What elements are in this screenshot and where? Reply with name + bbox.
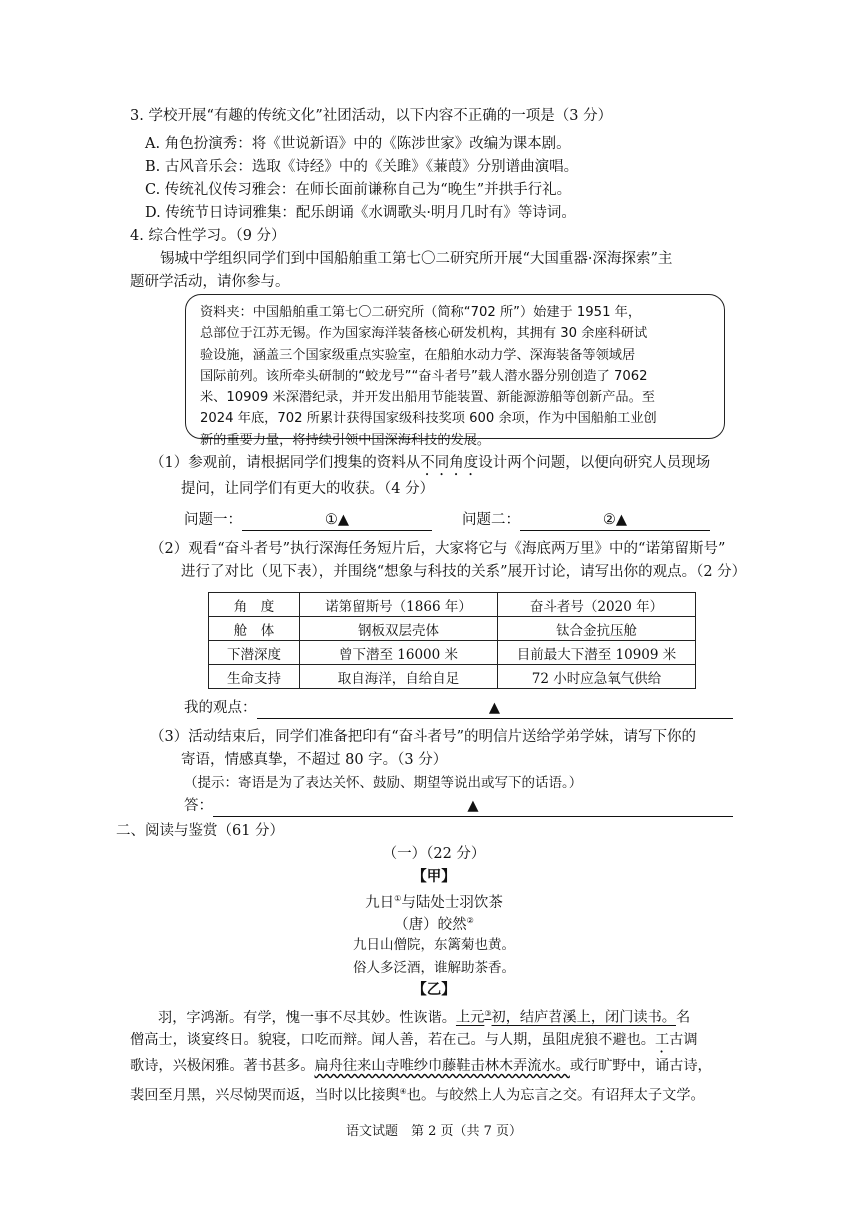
footnote-marker: ① (394, 894, 402, 903)
section2-title: 二、阅读与鉴赏（61 分） (116, 823, 285, 839)
q4-intro-line1: 锡城中学组织同学们到中国船舶重工第七〇二研究所开展“大国重器·深海探索”主 (160, 251, 673, 267)
footnote-marker: ② (466, 916, 474, 925)
yi-label: 【乙】 (412, 981, 456, 998)
prose-line (130, 1002, 690, 1030)
question-two-row (462, 509, 710, 531)
table-cell: 取自海洋，自给自足 (300, 665, 498, 689)
wavy-underlined-text: 扁舟往来山寺唯纱巾藤鞋击林木弄流水。 (314, 1058, 570, 1074)
view-label: 我的观点： (184, 700, 257, 716)
sub2-line2: 进行了对比（见下表），并围绕“想象与科技的关系”展开讨论，请写出你的观点。（2 分） (181, 564, 747, 580)
prose-text: 古调 (669, 1032, 698, 1048)
question-two-label: 问题二： (462, 512, 520, 528)
prose-text: 名 (675, 1009, 691, 1026)
table-header-cell: 角 度 (209, 593, 300, 617)
poem-title-text: 九日 (365, 894, 395, 911)
footnote-marker: ④ (399, 1087, 407, 1096)
table-cell: 钛合金抗压舱 (498, 617, 696, 641)
emphasized-char: 工 (654, 1032, 670, 1048)
sub2-line1: （2）观看“奋斗者号”执行深海任务短片后，大家将它与《海底两万里》中的“诺第留斯号” (150, 541, 726, 557)
material-line: 资料夹：中国船舶重工第七〇二研究所（简称“702 所”）始建于 1951 年， (200, 305, 642, 320)
material-line: 米、10909 米深潜纪录，并开发出船用节能装置、新能源游船等创新产品。至 (200, 390, 655, 406)
material-line: 2024 年底，702 所累计获得国家级科技奖项 600 余项，作为中国船舶工业创 (200, 411, 657, 427)
poem-line: 俗人多泛酒，谁解助茶香。 (353, 960, 515, 976)
prose-line (130, 1080, 705, 1108)
answer-blank[interactable]: ▲ (213, 796, 733, 817)
table-row (209, 665, 696, 689)
table-header-cell: 奋斗者号（2020 年） (498, 593, 696, 617)
sub1-line2: 提问，让同学们有更大的收获。（4 分） (181, 481, 435, 497)
table-cell: 曾下潜至 16000 米 (300, 641, 498, 665)
sub1-line1 (150, 452, 710, 479)
table-cell: 生命支持 (209, 665, 300, 689)
table-cell: 钢板双层壳体 (300, 617, 498, 641)
question-one-label: 问题一： (184, 512, 242, 528)
table-cell: 72 小时应急氧气供给 (498, 665, 696, 689)
table-header-row (209, 593, 696, 617)
sub3-line1: （3）活动结束后，同学们准备把印有“奋斗者号”的明信片送给学弟学妹，请写下你的 (150, 729, 697, 745)
q3-option-d: D. 传统节日诗词雅集：配乐朗诵《水调歌头·明月几时有》等诗词。 (145, 205, 576, 221)
prose-text: 歌诗，兴极闲雅。著书甚多。 (130, 1058, 315, 1074)
table-row (209, 641, 696, 665)
poem-line: 九日山僧院，东篱菊也黄。 (353, 937, 515, 953)
footnote-marker: ③ (484, 1009, 492, 1018)
poem-title-rest: 与陆处士羽饮茶 (401, 894, 503, 911)
material-line: 验设施，涵盖三个国家级重点实验室，在船舶水动力学、深海装备等领域居 (200, 347, 636, 363)
sub3-line2: 寄语，情感真挚，不超过 80 字。（3 分） (181, 752, 448, 768)
prose-line (130, 1054, 712, 1078)
table-cell: 舱 体 (209, 617, 300, 641)
table-cell: 下潜深度 (209, 641, 300, 665)
question-two-blank[interactable]: ②▲ (520, 510, 710, 531)
q3-option-c: C. 传统礼仪传习雅会：在师长面前谦称自己为“晚生”并拱手行礼。 (145, 182, 572, 198)
view-row (184, 697, 733, 719)
q3-option-b: B. 古风音乐会：选取《诗经》中的《关雎》《蒹葭》分别谱曲演唱。 (145, 159, 579, 175)
answer-row (184, 795, 733, 817)
prose-text: 僧高士，谈宴终日。貌寝，口吃而辩。闻人善，若在己。与人期，虽阻虎狼不避也。 (130, 1032, 655, 1048)
table-cell: 目前最大下潜至 10909 米 (498, 641, 696, 665)
prose-text: 羽，字鸿渐。有学，愧一事不尽其妙。性诙谐。 (158, 1009, 456, 1026)
material-line: 总部位于江苏无锡。作为国家海洋装备核心研发机构，其拥有 30 余座科研试 (200, 326, 648, 342)
part-title: （一）（22 分） (382, 846, 486, 862)
underlined-text: 上元 (455, 1009, 485, 1026)
comparison-table (208, 592, 696, 689)
table-row (209, 617, 696, 641)
material-line: 国际前列。该所牵头研制的“蛟龙号”“奋斗者号”载人潜水器分别创造了 7062 (200, 368, 648, 384)
view-answer-blank[interactable]: ▲ (257, 698, 733, 719)
material-line: 新的重要力量，将持续引领中国深海科技的发展。 (200, 432, 491, 448)
sub1-text-b: 设计两个问题，以便向研究人员现场 (478, 455, 711, 471)
hint-text: （提示：寄语是为了表达关怀、鼓励、期望等说出或写下的话语。） (184, 775, 583, 791)
question-one-blank[interactable]: ①▲ (242, 510, 432, 531)
prose-line (130, 1028, 698, 1056)
prose-text: 裴回至月黑，兴尽恸哭而返，当时以比接舆 (130, 1087, 400, 1104)
poem-author (0, 910, 868, 936)
poem-author-text: （唐）皎然 (394, 916, 467, 933)
sub1-emphasis: 不同角度 (420, 455, 479, 471)
prose-text: 或行旷野中，诵古诗， (569, 1058, 712, 1074)
table-header-cell: 诺第留斯号（1866 年） (300, 593, 498, 617)
jia-label: 【甲】 (412, 868, 456, 885)
underlined-text: 初，结庐苕溪上，闭门读书。 (491, 1009, 676, 1026)
q4-intro-line2: 题研学活动，请你参与。 (130, 274, 290, 290)
material-box (185, 294, 725, 448)
q4-stem: 4. 综合性学习。（9 分） (130, 228, 286, 244)
page-footer: 语文试题 第 2 页（共 7 页） (345, 1124, 523, 1139)
q3-stem: 3. 学校开展“有趣的传统文化”社团活动，以下内容不正确的一项是（3 分） (130, 108, 613, 124)
q3-option-a: A. 角色扮演秀：将《世说新语》中的《陈涉世家》改编为课本剧。 (145, 136, 571, 152)
answer-label: 答： (184, 798, 213, 814)
prose-text: 也。与皎然上人为忘言之交。有诏拜太子文学。 (406, 1087, 705, 1104)
question-one-row (184, 509, 432, 531)
sub1-text-a: （1）参观前，请根据同学们搜集的资料从 (150, 455, 421, 471)
